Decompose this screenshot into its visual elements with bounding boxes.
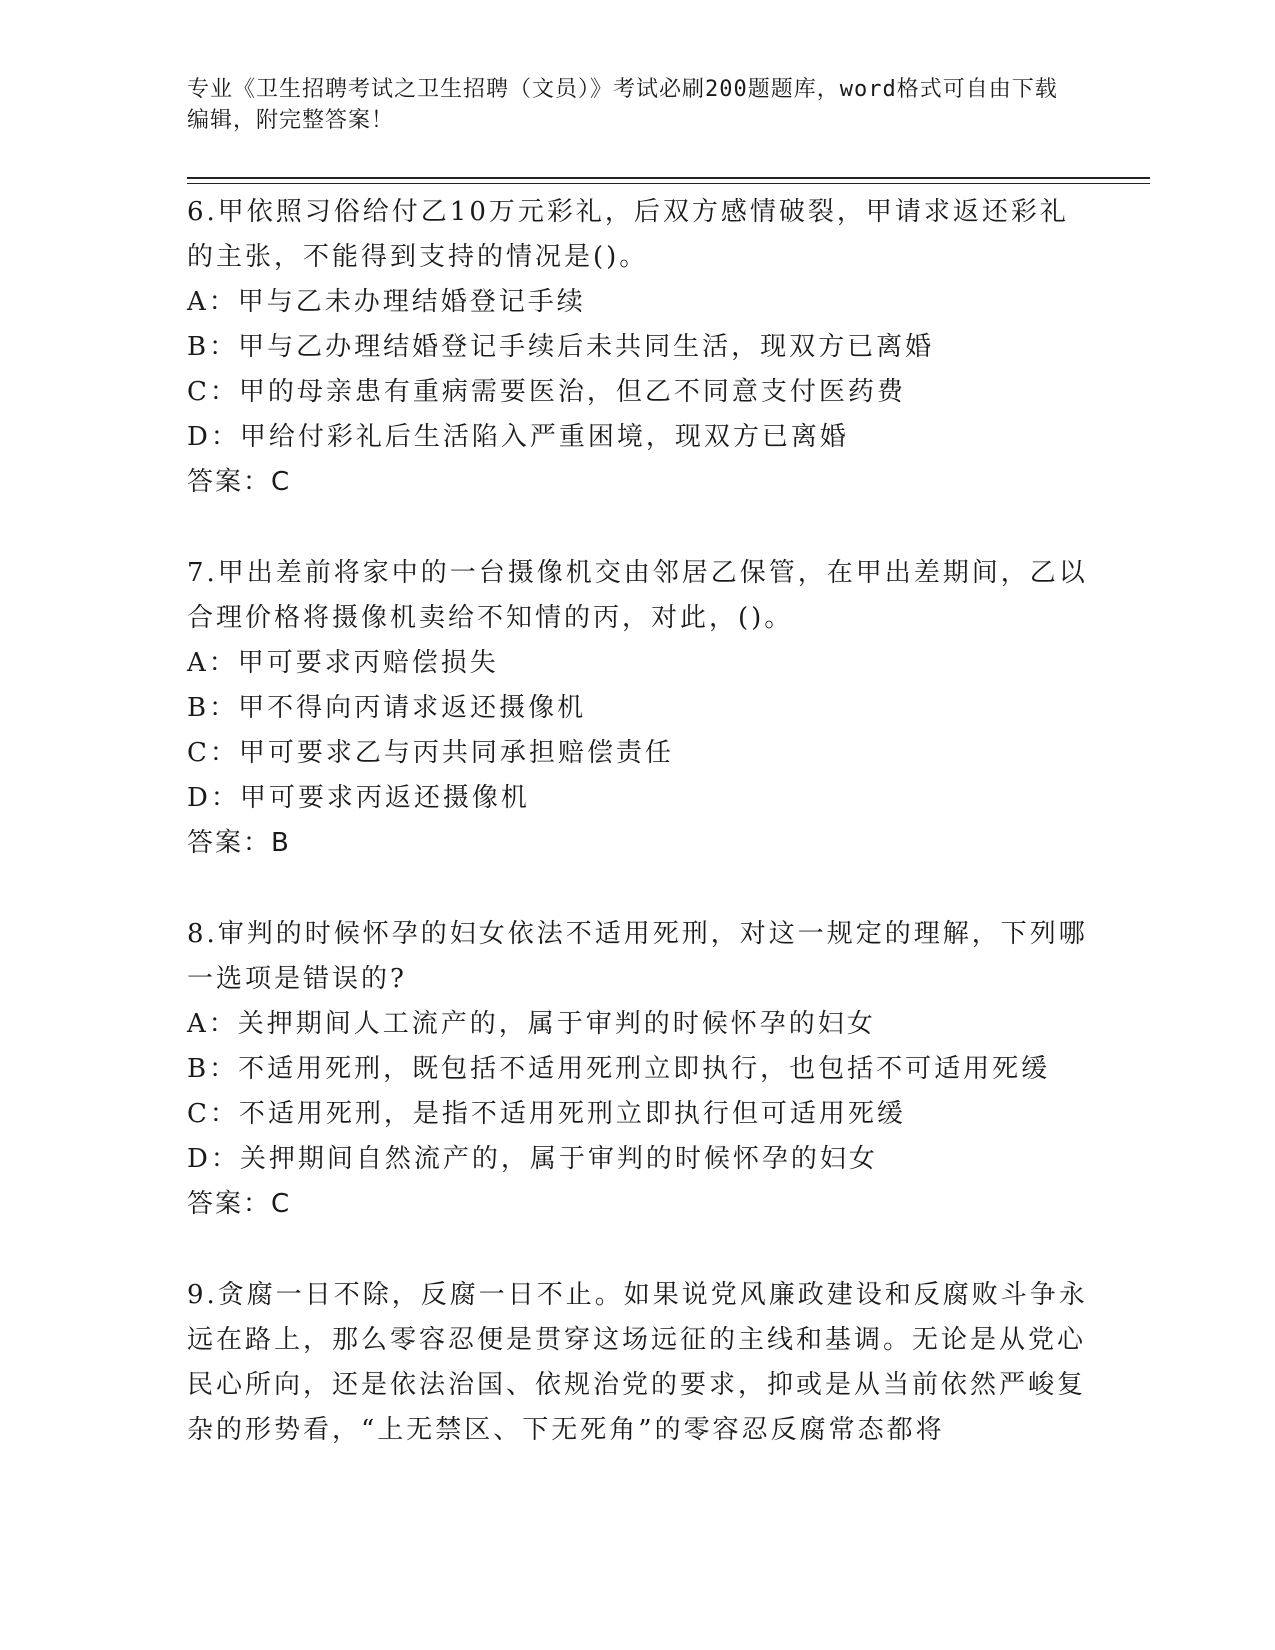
option-b: B：甲不得向丙请求返还摄像机 [187, 693, 587, 723]
question-text: 9.贪腐一日不除，反腐一日不止。如果说党风廉政建设和反腐败斗争永远在路上，那么零容忍便是贯穿这场远征的主线和基调。无论是从党心民心所向，还是依法治国、依规治党的要求，抑或是从当前依然严峻复杂的形势看，“上无禁区、下无死角”的零容忍反腐常态都将 [187, 1280, 1088, 1445]
option-b: B：不适用死刑，既包括不适用死刑立即执行，也包括不可适用死缓 [187, 1054, 1051, 1084]
answer-label: 答案：C [187, 1189, 292, 1219]
question-list [187, 190, 1092, 1499]
option-d: D：关押期间自然流产的，属于审判的时候怀孕的妇女 [187, 1144, 878, 1174]
option-a: A：甲与乙未办理结婚登记手续 [187, 287, 586, 317]
answer-label: 答案：B [187, 828, 291, 858]
question-6 [187, 190, 1092, 505]
question-text: 8.审判的时候怀孕的妇女依法不适用死刑，对这一规定的理解，下列哪一选项是错误的? [187, 919, 1088, 994]
header-divider [187, 177, 1150, 184]
page-header: 专业《卫生招聘考试之卫生招聘（文员）》考试必刷200题题库，word格式可自由下载编辑，附完整答案！ [187, 77, 1058, 133]
option-c: C：甲可要求乙与丙共同承担赔偿责任 [187, 738, 674, 768]
option-d: D：甲给付彩礼后生活陷入严重困境，现双方已离婚 [187, 422, 849, 452]
question-7 [187, 551, 1092, 866]
option-c: C：甲的母亲患有重病需要医治，但乙不同意支付医药费 [187, 377, 906, 407]
question-8 [187, 912, 1092, 1227]
option-d: D：甲可要求丙返还摄像机 [187, 783, 530, 813]
option-a: A：关押期间人工流产的，属于审判的时候怀孕的妇女 [187, 1009, 876, 1039]
question-text: 7.甲出差前将家中的一台摄像机交由邻居乙保管，在甲出差期间，乙以合理价格将摄像机卖给不知情的丙，对此，()。 [187, 558, 1088, 633]
question-9 [187, 1273, 1092, 1453]
option-b: B：甲与乙办理结婚登记手续后未共同生活，现双方已离婚 [187, 332, 935, 362]
answer-label: 答案：C [187, 467, 292, 497]
option-a: A：甲可要求丙赔偿损失 [187, 648, 499, 678]
question-text: 6.甲依照习俗给付乙10万元彩礼，后双方感情破裂，甲请求返还彩礼的主张，不能得到支持的情况是()。 [187, 197, 1069, 272]
option-c: C：不适用死刑，是指不适用死刑立即执行但可适用死缓 [187, 1099, 906, 1129]
